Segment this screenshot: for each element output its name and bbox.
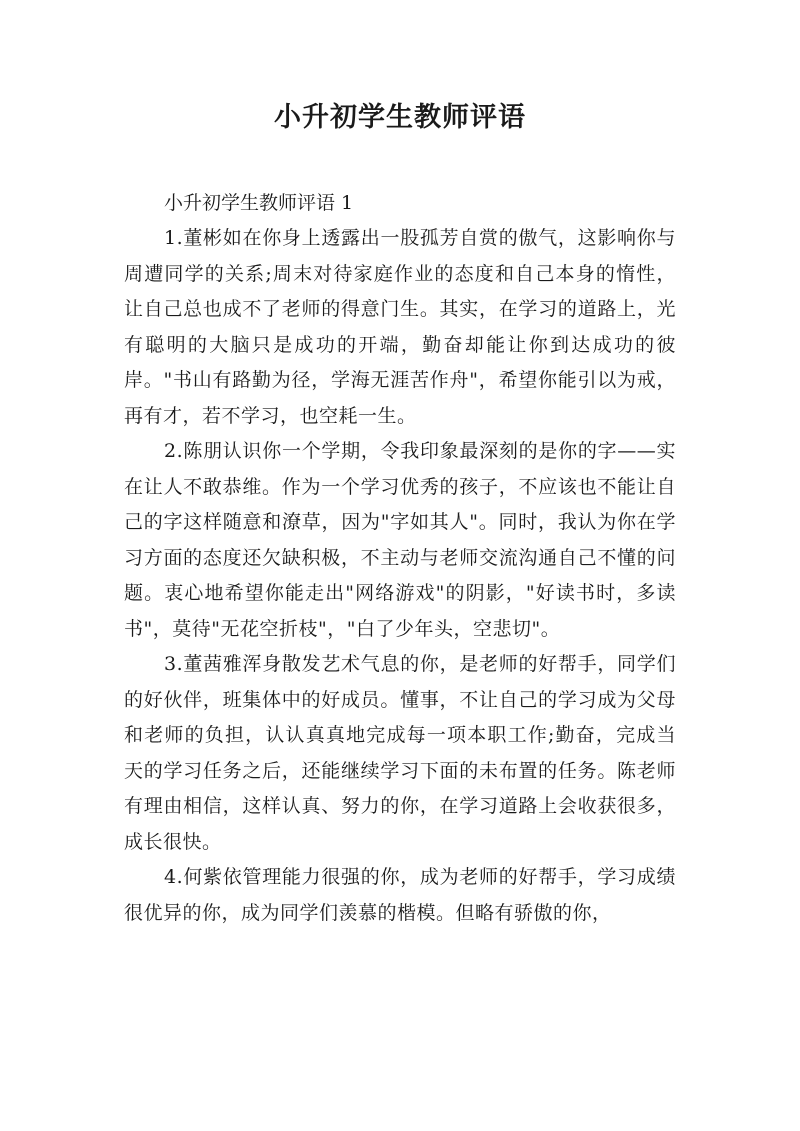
paragraph-3: 3.董茜雅浑身散发艺术气息的你，是老师的好帮手，同学们的好伙伴，班集体中的好成员。懂事，不让自己的学习成为父母和老师的负担，认认真真地完成每一项本职工作;勤奋，完成当天的学习任务之后，还能继续学习下面的未布置的任务。陈老师有理由相信，这样认真、努力的你，在学习道路上会收获很多，成长很快。 — [124, 653, 676, 853]
paragraph-2: 2.陈朋认识你一个学期，令我印象最深刻的是你的字——实在让人不敢恭维。作为一个学习优秀的孩子，不应该也不能让自己的字这样随意和潦草，因为"字如其人"。同时，我认为你在学习方面的态度还欠缺积极，不主动与老师交流沟通自己不懂的问题。衷心地希望你能走出"网络游戏"的阴影，"好读书时，多读书"，莫待"无花空折枝"，"白了少年头，空悲切"。 — [124, 440, 676, 640]
document-body — [124, 186, 676, 931]
document-title: 小升初学生教师评语 — [274, 102, 526, 133]
section-heading: 小升初学生教师评语 1 — [164, 192, 354, 214]
paragraph-4: 4.何紫依管理能力很强的你，成为老师的好帮手，学习成绩很优异的你，成为同学们羡慕的楷模。但略有骄傲的你， — [124, 866, 676, 924]
paragraph-1: 1.董彬如在你身上透露出一股孤芳自赏的傲气，这影响你与周遭同学的关系;周末对待家庭作业的态度和自己本身的惰性，让自己总也成不了老师的得意门生。其实，在学习的道路上，光有聪明的大脑只是成功的开端，勤奋却能让你到达成功的彼岸。"书山有路勤为径，学海无涯苦作舟"，希望你能引以为戒，再有才，若不学习，也空耗一生。 — [124, 227, 676, 427]
